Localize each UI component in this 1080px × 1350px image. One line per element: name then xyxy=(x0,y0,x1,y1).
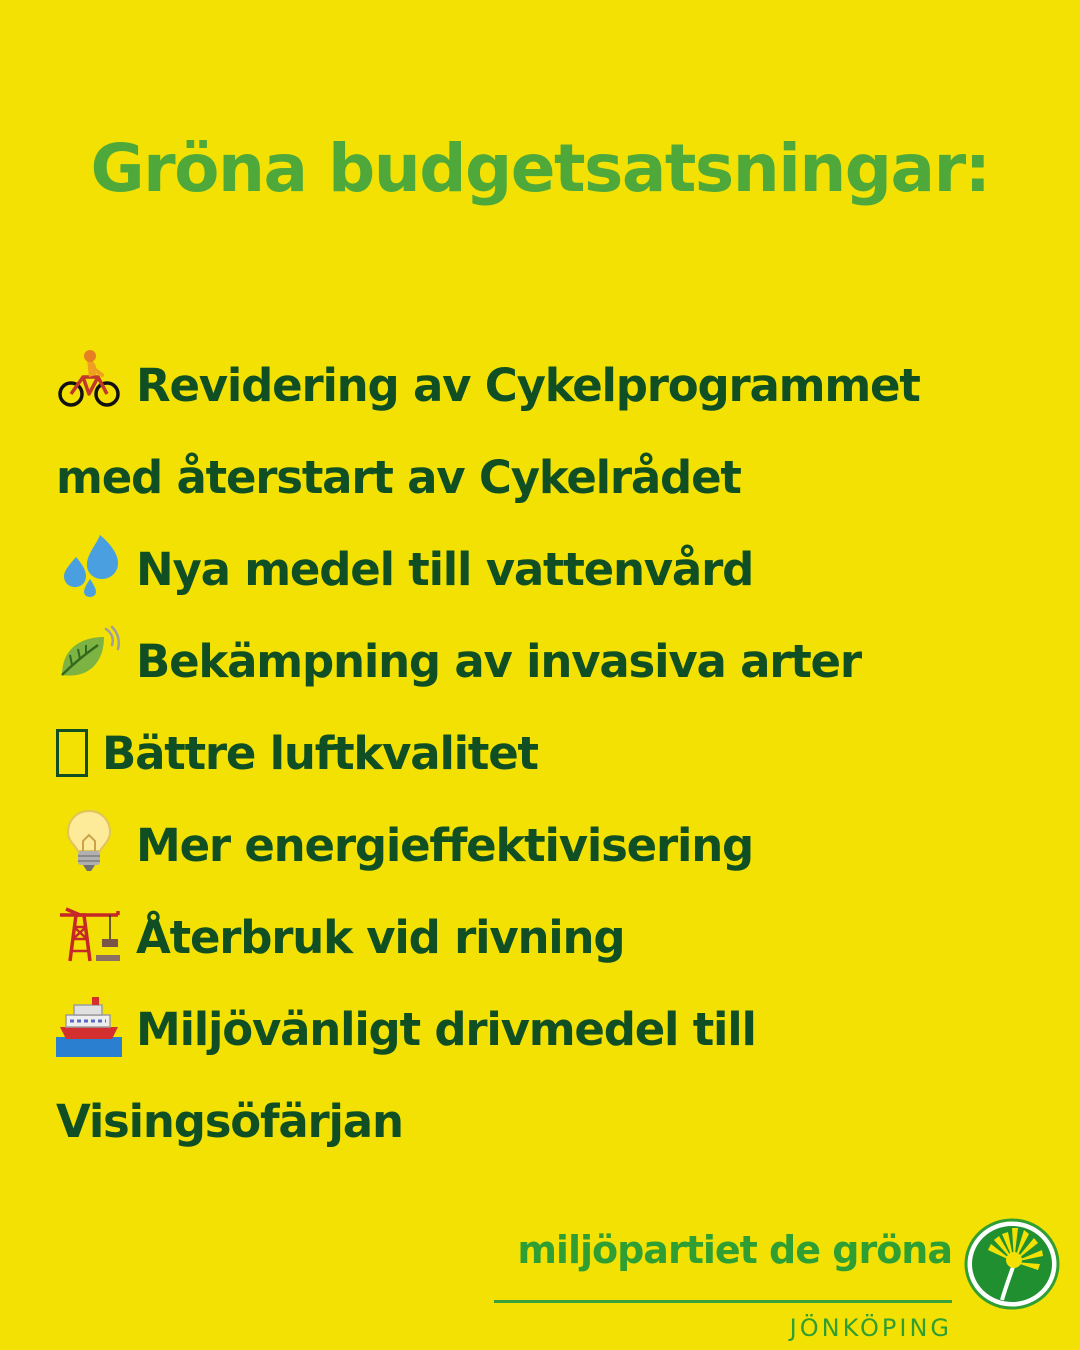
logo-divider xyxy=(494,1300,952,1303)
list-item xyxy=(56,340,1046,432)
list-item-text: Bekämpning av invasiva arter xyxy=(136,635,861,688)
leaf-wind-icon xyxy=(56,623,122,689)
party-logo xyxy=(492,1222,1062,1344)
cyclist-icon xyxy=(56,347,122,413)
construction-crane-icon xyxy=(56,899,122,965)
list-item xyxy=(56,1076,1046,1168)
budget-list xyxy=(56,340,1046,1168)
list-item-text: Visingsöfärjan xyxy=(56,1095,403,1148)
list-item xyxy=(56,984,1046,1076)
missing-glyph-icon xyxy=(56,729,88,777)
list-item-text: Mer energieffektivisering xyxy=(136,819,754,872)
ferry-icon xyxy=(56,991,122,1057)
logo-city: JÖNKÖPING xyxy=(789,1314,952,1342)
list-item-text: Bättre luftkvalitet xyxy=(102,727,538,780)
list-item xyxy=(56,616,1046,708)
list-item-text: Nya medel till vattenvård xyxy=(136,543,754,596)
page-title: Gröna budgetsatsningar: xyxy=(90,130,990,207)
list-item-text: Revidering av Cykelprogrammet xyxy=(136,359,920,412)
list-item xyxy=(56,892,1046,984)
list-item xyxy=(56,800,1046,892)
dandelion-emblem-icon xyxy=(962,1216,1062,1316)
list-item-text: Återbruk vid rivning xyxy=(136,911,625,964)
light-bulb-icon xyxy=(56,807,122,873)
list-item-text: Miljövänligt drivmedel till xyxy=(136,1003,756,1056)
logo-name: miljöpartiet de gröna xyxy=(517,1228,952,1272)
list-item xyxy=(56,432,1046,524)
list-item xyxy=(56,524,1046,616)
list-item xyxy=(56,708,1046,800)
water-drops-icon xyxy=(56,531,122,597)
list-item-text: med återstart av Cykelrådet xyxy=(56,451,741,504)
